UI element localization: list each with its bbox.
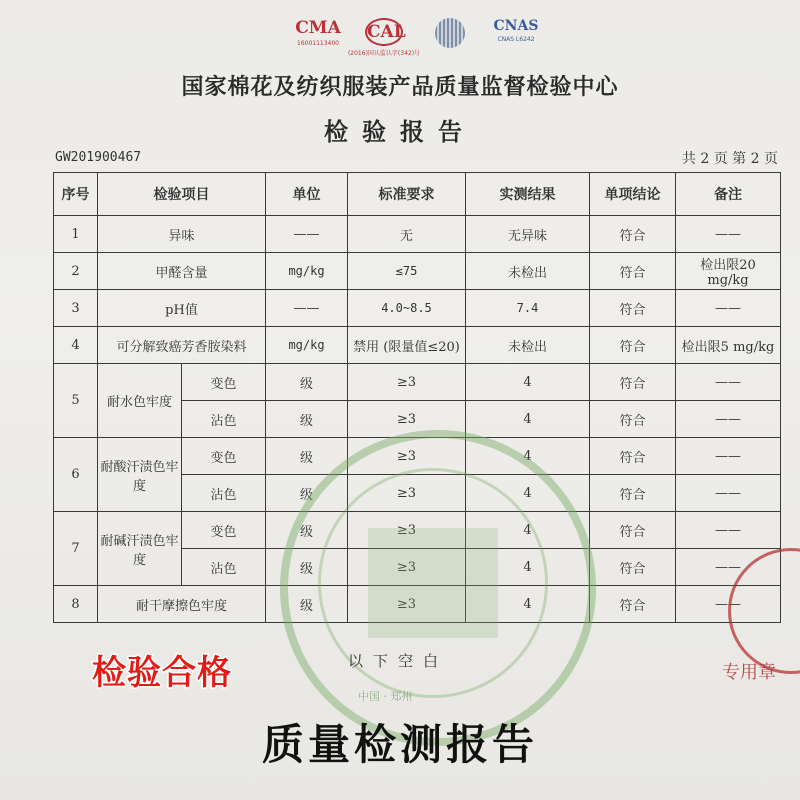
table-header-row — [54, 173, 781, 216]
table-cell: —— — [676, 364, 781, 401]
table-cell: ≥3 — [348, 512, 466, 549]
table-cell: 禁用 (限量值≤20) — [348, 327, 466, 364]
table-cell: 2 — [54, 253, 98, 290]
table-cell: 4 — [466, 438, 590, 475]
table-cell: 7.4 — [466, 290, 590, 327]
table-cell: —— — [676, 512, 781, 549]
table-cell: 甲醛含量 — [98, 253, 266, 290]
col-header: 单项结论 — [590, 173, 676, 216]
table-cell: —— — [676, 438, 781, 475]
table-cell: —— — [676, 401, 781, 438]
table-cell: 变色 — [182, 512, 266, 549]
table-cell: —— — [676, 586, 781, 623]
table-cell: 符合 — [590, 438, 676, 475]
table-cell: 符合 — [590, 216, 676, 253]
table-cell: ≥3 — [348, 549, 466, 586]
table-cell: 符合 — [590, 253, 676, 290]
table-cell: 可分解致癌芳香胺染料 — [98, 327, 266, 364]
table-cell: 无异味 — [466, 216, 590, 253]
table-row — [54, 290, 781, 327]
table-cell: 4 — [54, 327, 98, 364]
table-cell: 4 — [466, 549, 590, 586]
table-cell: 级 — [266, 401, 348, 438]
table-cell: 4 — [466, 401, 590, 438]
table-row — [54, 586, 781, 623]
table-cell: 沾色 — [182, 549, 266, 586]
table-cell: 符合 — [590, 327, 676, 364]
table-cell: —— — [676, 475, 781, 512]
table-cell: mg/kg — [266, 253, 348, 290]
table-cell: —— — [676, 216, 781, 253]
qualified-label: 检验合格 — [92, 653, 232, 693]
table-cell: 符合 — [590, 290, 676, 327]
cal-logo: CAL (2016)国认监认字(342)号 — [356, 18, 412, 58]
col-header: 单位 — [266, 173, 348, 216]
table-cell: 异味 — [98, 216, 266, 253]
table-cell: 变色 — [182, 438, 266, 475]
table-cell: 4.0~8.5 — [348, 290, 466, 327]
table-cell: 沾色 — [182, 401, 266, 438]
page-indicator: 共 2 页 第 2 页 — [681, 151, 778, 167]
table-cell: 级 — [266, 475, 348, 512]
table-cell: pH值 — [98, 290, 266, 327]
table-cell: 符合 — [590, 549, 676, 586]
col-header: 检验项目 — [98, 173, 266, 216]
red-seal-text: 专用章 — [722, 662, 776, 683]
table-cell: ≤75 — [348, 253, 466, 290]
table-cell: 无 — [348, 216, 466, 253]
table-cell: 8 — [54, 586, 98, 623]
table-cell: 符合 — [590, 401, 676, 438]
table-cell: 级 — [266, 438, 348, 475]
table-cell: 3 — [54, 290, 98, 327]
table-row — [54, 512, 781, 549]
col-header: 实测结果 — [466, 173, 590, 216]
table-cell: 符合 — [590, 586, 676, 623]
table-cell: 级 — [266, 586, 348, 623]
table-cell: 4 — [466, 586, 590, 623]
green-inspection-stamp: 中国 · 郑州 — [280, 430, 596, 746]
table-cell: 耐酸汗渍色牢度 — [98, 438, 182, 512]
report-title: 检验报告 — [324, 117, 476, 146]
organization-name: 国家棉花及纺织服装产品质量监督检验中心 — [181, 74, 619, 100]
table-cell: —— — [266, 290, 348, 327]
table-row — [54, 364, 781, 401]
table-cell: 级 — [266, 512, 348, 549]
table-cell: ≥3 — [348, 364, 466, 401]
col-header: 标准要求 — [348, 173, 466, 216]
table-cell: 符合 — [590, 512, 676, 549]
table-row — [54, 327, 781, 364]
table-cell: 变色 — [182, 364, 266, 401]
table-cell: 耐碱汗渍色牢度 — [98, 512, 182, 586]
table-cell: 检出限20 mg/kg — [676, 253, 781, 290]
table-cell: ≥3 — [348, 438, 466, 475]
table-cell: 未检出 — [466, 253, 590, 290]
col-header: 备注 — [676, 173, 781, 216]
table-row — [54, 253, 781, 290]
table-cell: mg/kg — [266, 327, 348, 364]
table-cell: —— — [266, 216, 348, 253]
report-number: GW201900467 — [55, 150, 142, 165]
ilac-globe-logo — [422, 18, 478, 58]
table-row — [54, 438, 781, 475]
table-cell: 检出限5 mg/kg — [676, 327, 781, 364]
table-cell: 耐水色牢度 — [98, 364, 182, 438]
cnas-logo: CNAS CNAS L6242 — [493, 18, 539, 43]
certification-logos — [290, 18, 544, 58]
col-header: 序号 — [54, 173, 98, 216]
table-cell: 沾色 — [182, 475, 266, 512]
footer-title: 质量检测报告 — [261, 720, 538, 769]
table-cell: ≥3 — [348, 475, 466, 512]
table-cell: —— — [676, 290, 781, 327]
cma-logo: CMA 16001113400 — [295, 18, 341, 47]
table-cell: 4 — [466, 512, 590, 549]
table-cell: —— — [676, 549, 781, 586]
blank-below-note: 以下空白 — [348, 652, 449, 670]
table-cell: 级 — [266, 549, 348, 586]
table-cell: 7 — [54, 512, 98, 586]
table-cell: 符合 — [590, 364, 676, 401]
table-cell: 4 — [466, 364, 590, 401]
table-cell: 级 — [266, 364, 348, 401]
table-cell: 6 — [54, 438, 98, 512]
table-cell: ≥3 — [348, 586, 466, 623]
table-cell: 未检出 — [466, 327, 590, 364]
table-cell: ≥3 — [348, 401, 466, 438]
table-cell: 4 — [466, 475, 590, 512]
table-cell: 5 — [54, 364, 98, 438]
table-row — [54, 216, 781, 253]
table-cell: 符合 — [590, 475, 676, 512]
table-cell: 耐干摩擦色牢度 — [98, 586, 266, 623]
table-cell: 1 — [54, 216, 98, 253]
inspection-table — [53, 172, 781, 623]
